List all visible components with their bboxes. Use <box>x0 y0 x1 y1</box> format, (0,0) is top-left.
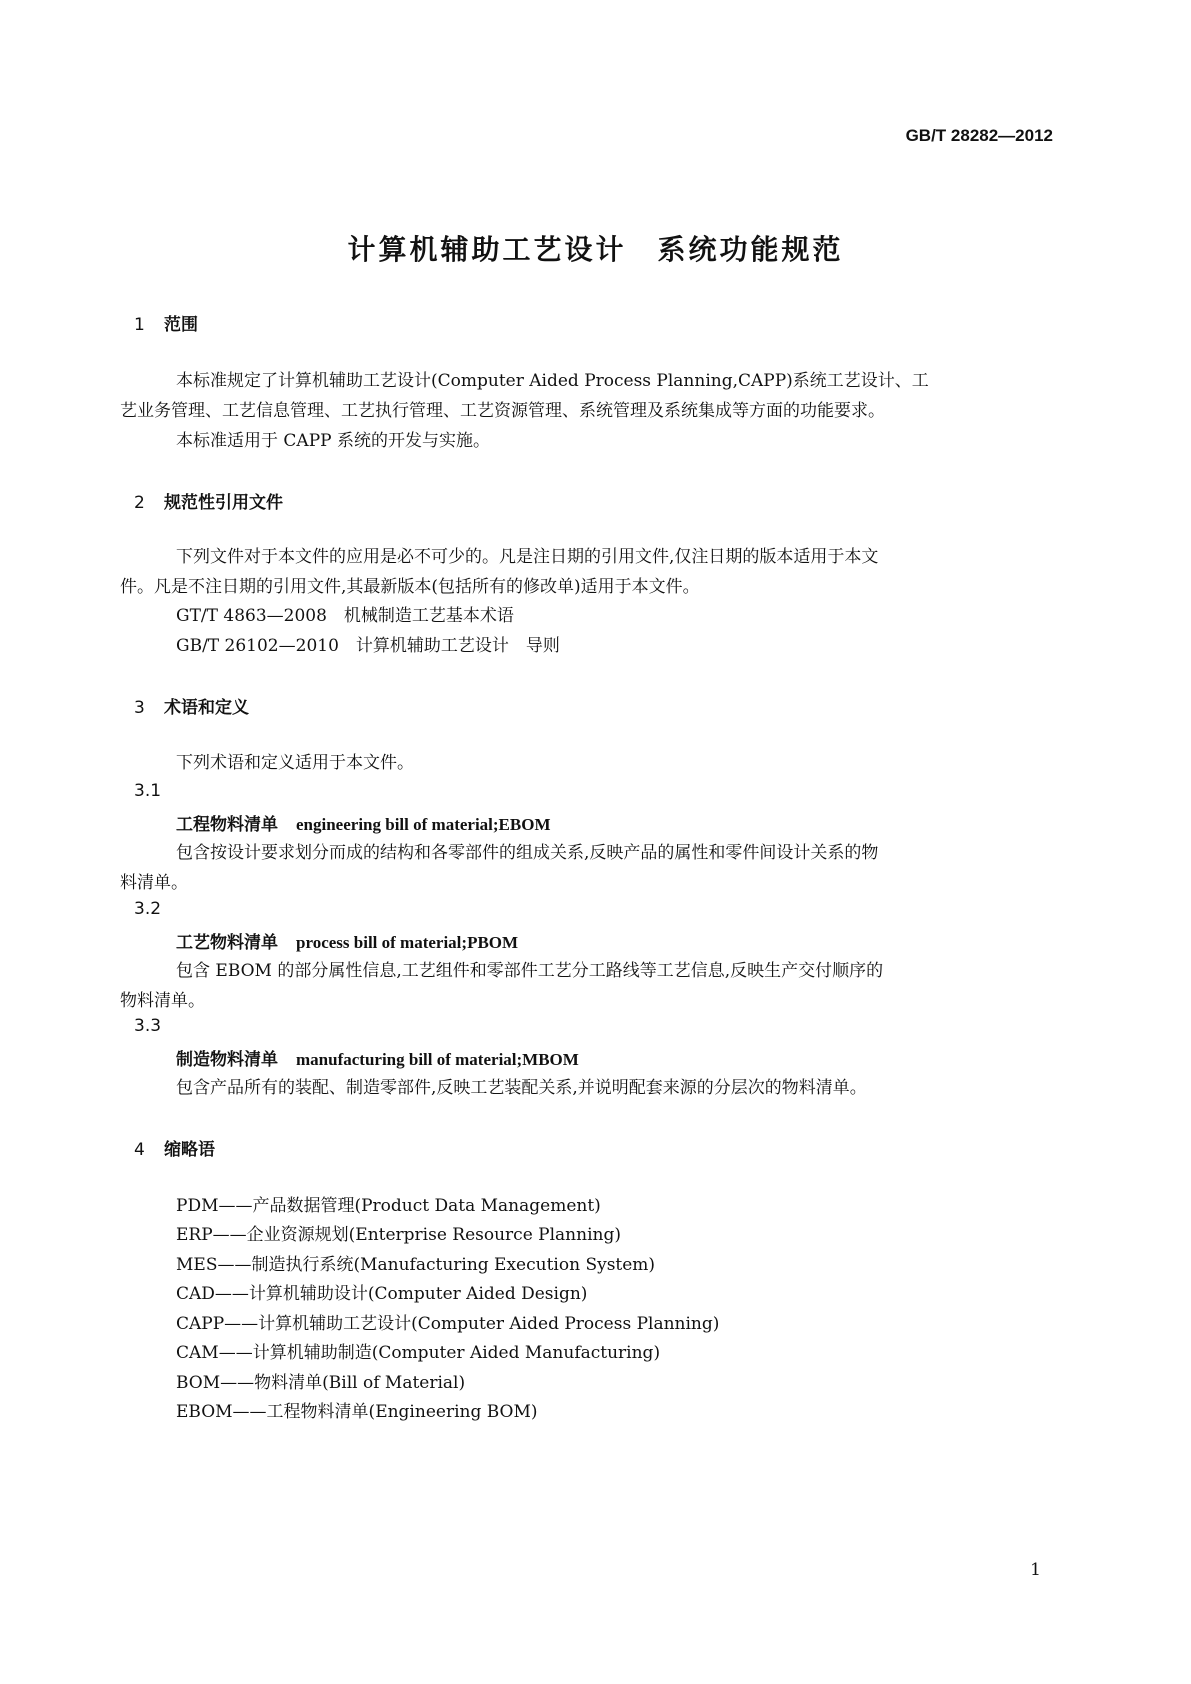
abbr-item: ERP——企业资源规划(Enterprise Resource Planning) <box>176 1225 621 1245</box>
s2-para1-line1: 下列文件对于本文件的应用是必不可少的。凡是注日期的引用文件,仅注日期的版本适用于本文 <box>176 547 879 567</box>
section-1-heading <box>134 310 198 335</box>
abbr-item: EBOM——工程物料清单(Engineering BOM) <box>176 1402 538 1422</box>
term-heading <box>176 1045 579 1070</box>
abbr-item: MES——制造执行系统(Manufacturing Execution System) <box>176 1255 656 1275</box>
s2-ref-2: GB/T 26102—2010 计算机辅助工艺设计 导则 <box>176 636 560 656</box>
page-number: 1 <box>1030 1560 1041 1580</box>
term-zh: 工程物料清单 <box>176 815 278 835</box>
term-def-line1: 包含产品所有的装配、制造零部件,反映工艺装配关系,并说明配套来源的分层次的物料清单。 <box>176 1078 867 1098</box>
section-title: 缩略语 <box>164 1140 215 1160</box>
s2-ref-1: GT/T 4863—2008 机械制造工艺基本术语 <box>176 606 514 626</box>
term-heading <box>176 928 518 953</box>
term-en: engineering bill of material;EBOM <box>296 815 551 834</box>
abbr-item: PDM——产品数据管理(Product Data Management) <box>176 1196 601 1216</box>
abbr-item: BOM——物料清单(Bill of Material) <box>176 1373 466 1393</box>
section-3-heading <box>134 693 249 718</box>
term-def-line1: 包含 EBOM 的部分属性信息,工艺组件和零部件工艺分工路线等工艺信息,反映生产交付顺序的 <box>176 961 884 981</box>
term-zh: 制造物料清单 <box>176 1050 278 1070</box>
section-number: 2 <box>134 493 145 513</box>
s1-para1-line2: 艺业务管理、工艺信息管理、工艺执行管理、工艺资源管理、系统管理及系统集成等方面的功能要求。 <box>120 401 885 421</box>
section-2-heading <box>134 488 283 513</box>
term-heading <box>176 810 551 835</box>
term-number: 3.2 <box>134 899 162 919</box>
abbr-item: CAPP——计算机辅助工艺设计(Computer Aided Process Planning) <box>176 1314 720 1334</box>
term-def-line2: 料清单。 <box>120 873 188 893</box>
section-number: 4 <box>134 1140 145 1160</box>
abbr-item: CAM——计算机辅助制造(Computer Aided Manufacturing) <box>176 1343 661 1363</box>
s3-intro: 下列术语和定义适用于本文件。 <box>176 753 414 773</box>
s1-para2: 本标准适用于 CAPP 系统的开发与实施。 <box>176 431 490 451</box>
term-number: 3.3 <box>134 1016 162 1036</box>
section-number: 3 <box>134 698 145 718</box>
abbr-item: CAD——计算机辅助设计(Computer Aided Design) <box>176 1284 588 1304</box>
section-title: 范围 <box>164 315 198 335</box>
section-4-heading <box>134 1135 215 1160</box>
term-en: process bill of material;PBOM <box>296 933 519 952</box>
s2-para1-line2: 件。凡是不注日期的引用文件,其最新版本(包括所有的修改单)适用于本文件。 <box>120 577 700 597</box>
section-title: 规范性引用文件 <box>164 493 283 513</box>
standard-code: GB/T 28282—2012 <box>905 126 1053 145</box>
term-def-line2: 物料清单。 <box>120 991 205 1011</box>
section-title: 术语和定义 <box>164 698 249 718</box>
term-zh: 工艺物料清单 <box>176 933 278 953</box>
s1-para1-line1: 本标准规定了计算机辅助工艺设计(Computer Aided Process Planning,CAPP)系统工艺设计、工 <box>176 371 929 391</box>
term-en: manufacturing bill of material;MBOM <box>296 1050 579 1069</box>
term-def-line1: 包含按设计要求划分而成的结构和各零部件的组成关系,反映产品的属性和零件间设计关系的物 <box>176 843 879 863</box>
document-title: 计算机辅助工艺设计 系统功能规范 <box>347 233 844 266</box>
section-number: 1 <box>134 315 145 335</box>
term-number: 3.1 <box>134 781 162 801</box>
